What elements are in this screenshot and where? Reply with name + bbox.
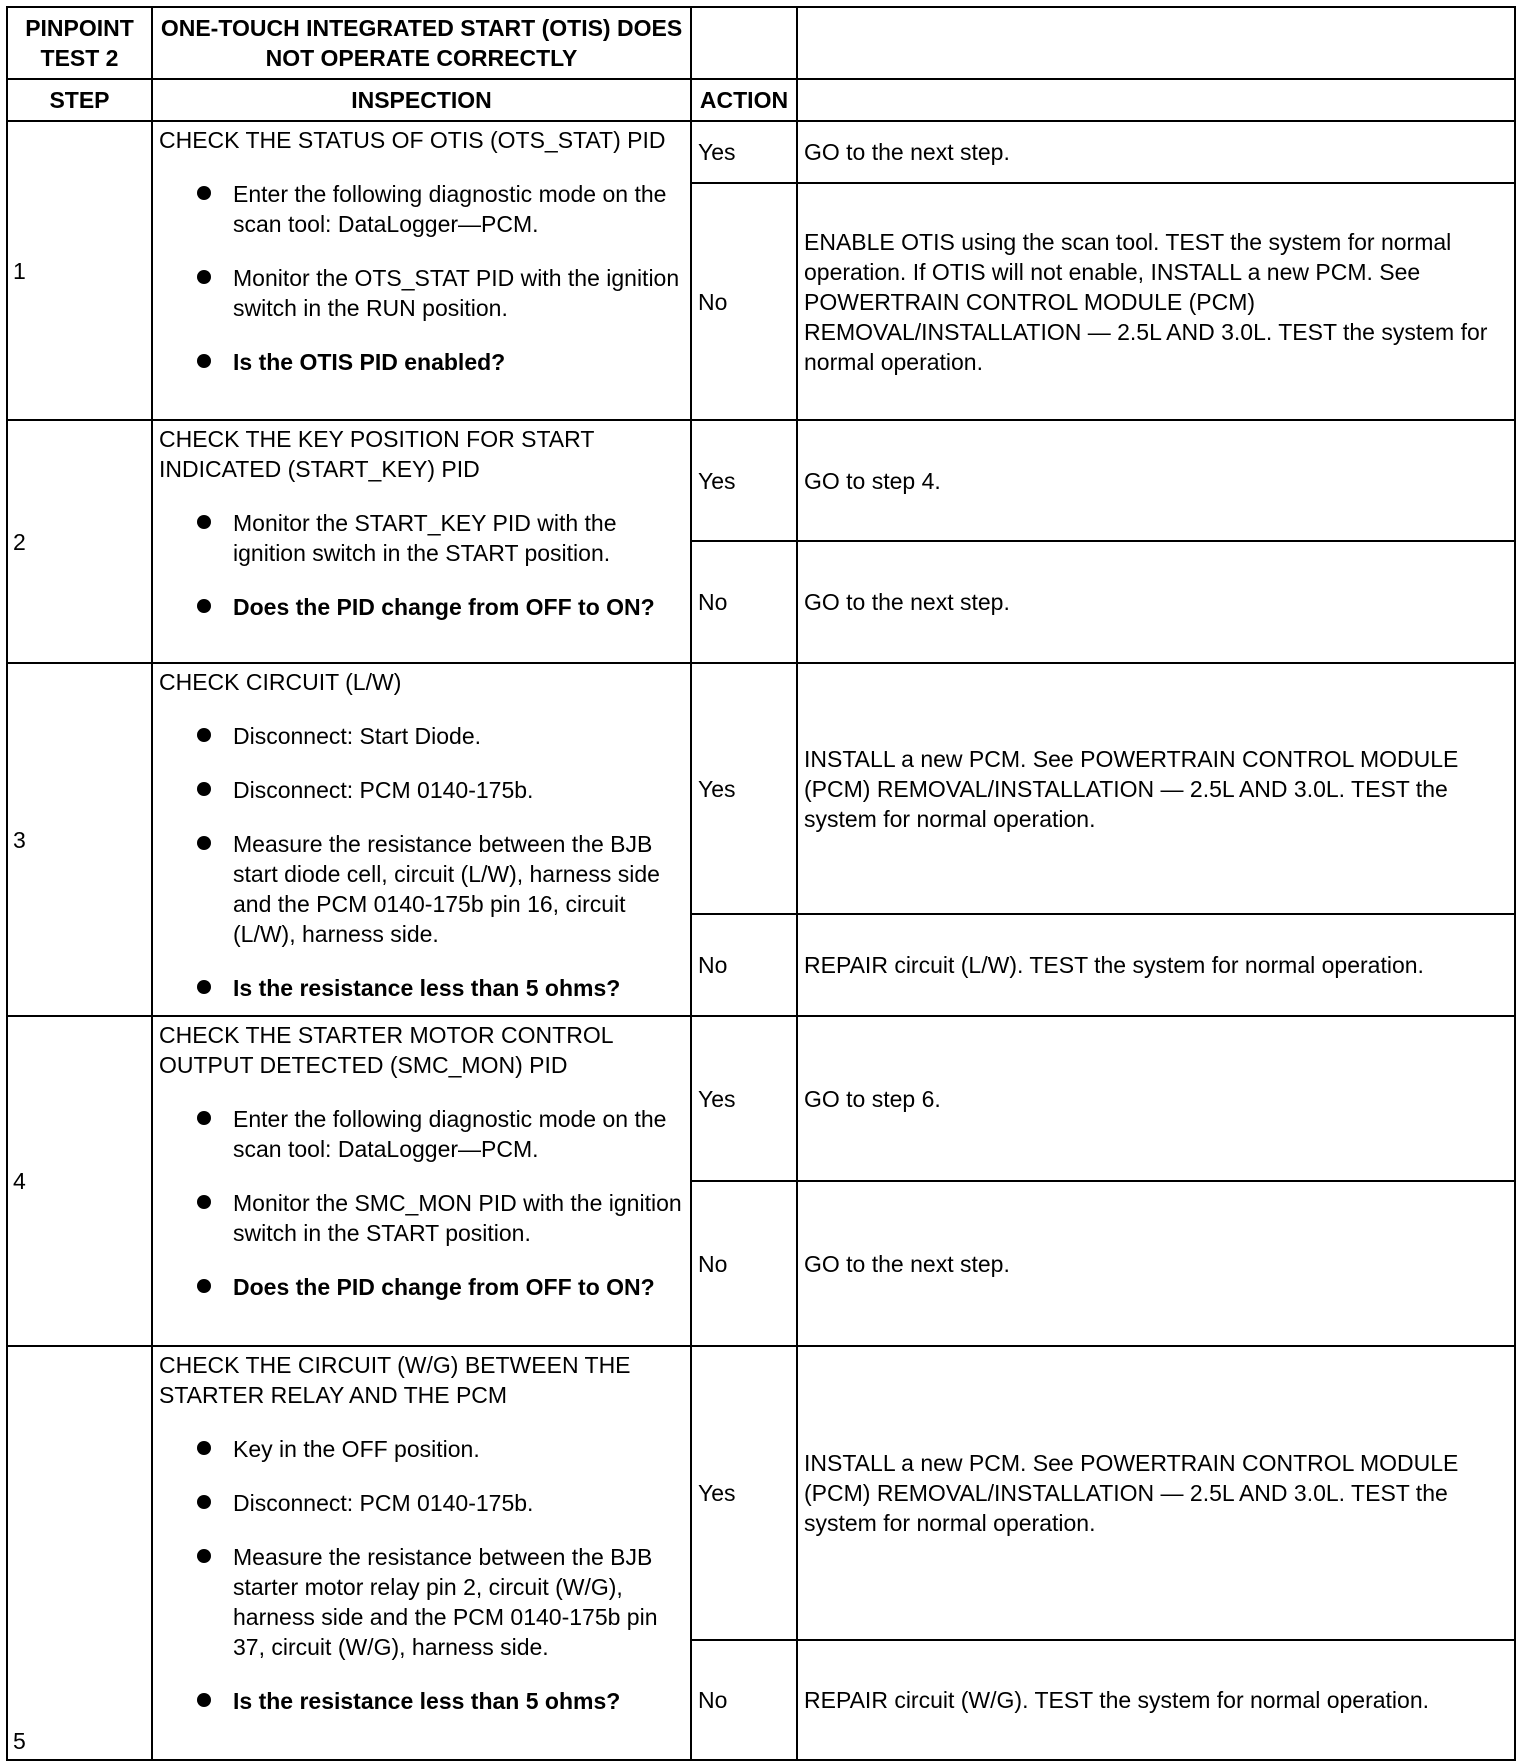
action-no: GO to the next step. xyxy=(797,541,1515,663)
step-inspection xyxy=(152,121,691,420)
header-empty-action xyxy=(691,7,797,79)
action-yes: GO to step 4. xyxy=(797,420,1515,541)
bullet-icon xyxy=(197,515,211,529)
header-empty-result xyxy=(797,7,1515,79)
bullet-icon xyxy=(197,1495,211,1509)
answer-no: No xyxy=(691,1640,797,1760)
action-no: REPAIR circuit (W/G). TEST the system for normal operation. xyxy=(797,1640,1515,1760)
step-title: CHECK CIRCUIT (L/W) xyxy=(159,669,402,695)
bullet-icon xyxy=(197,782,211,796)
bullet-item: Measure the resistance between the BJB starter motor relay pin 2, circuit (W/G), harness side and the PCM 0140-175b pin 37, circuit (W/G), harness side. xyxy=(233,1542,684,1662)
col-empty-header xyxy=(797,79,1515,121)
step-bullets xyxy=(159,508,684,622)
bullet-item: Measure the resistance between the BJB start diode cell, circuit (L/W), harness side and the PCM 0140-175b pin 16, circuit (L/W), harness side. xyxy=(233,829,684,949)
step-number: 3 xyxy=(7,663,152,1016)
step-inspection xyxy=(152,1016,691,1346)
action-no: ENABLE OTIS using the scan tool. TEST the system for normal operation. If OTIS will not enable, INSTALL a new PCM. See POWERTRAIN CONTROL MODULE (PCM) REMOVAL/INSTALLATION — 2.5L AND 3.0L. TEST the system for normal operation. xyxy=(797,183,1515,420)
step-bullets xyxy=(159,179,684,377)
step-title: CHECK THE CIRCUIT (W/G) BETWEEN THE STARTER RELAY AND THE PCM xyxy=(159,1352,631,1408)
step-title: CHECK THE STARTER MOTOR CONTROL OUTPUT DETECTED (SMC_MON) PID xyxy=(159,1022,613,1078)
bullet-item: Monitor the SMC_MON PID with the ignition switch in the START position. xyxy=(233,1188,684,1248)
bullet-icon xyxy=(197,836,211,850)
step-1-yes-row xyxy=(7,121,1515,183)
bullet-item: Key in the OFF position. xyxy=(233,1434,684,1464)
step-4-yes-row xyxy=(7,1016,1515,1181)
bullet-icon xyxy=(197,354,211,368)
bullet-icon xyxy=(197,1195,211,1209)
header-row xyxy=(7,7,1515,79)
step-5-yes-row xyxy=(7,1346,1515,1640)
step-bullets xyxy=(159,721,684,1003)
step-number: 1 xyxy=(7,121,152,420)
step-inspection xyxy=(152,420,691,663)
bullet-question: Is the resistance less than 5 ohms? xyxy=(233,1686,684,1716)
bullet-icon xyxy=(197,1111,211,1125)
step-number: 2 xyxy=(7,420,152,663)
bullet-icon xyxy=(197,1441,211,1455)
answer-yes: Yes xyxy=(691,1016,797,1181)
step-bullets xyxy=(159,1104,684,1302)
answer-no: No xyxy=(691,183,797,420)
col-action-header: ACTION xyxy=(691,79,797,121)
answer-no: No xyxy=(691,914,797,1016)
bullet-item: Disconnect: Start Diode. xyxy=(233,721,684,751)
step-bullets xyxy=(159,1434,684,1716)
bullet-icon xyxy=(197,1279,211,1293)
bullet-icon xyxy=(197,186,211,200)
action-yes: GO to step 6. xyxy=(797,1016,1515,1181)
action-no: GO to the next step. xyxy=(797,1181,1515,1346)
answer-yes: Yes xyxy=(691,121,797,183)
bullet-question: Is the resistance less than 5 ohms? xyxy=(233,973,684,1003)
action-yes: INSTALL a new PCM. See POWERTRAIN CONTROL MODULE (PCM) REMOVAL/INSTALLATION — 2.5L AND 3.0L. TEST the system for normal operation. xyxy=(797,1346,1515,1640)
answer-no: No xyxy=(691,1181,797,1346)
bullet-item: Enter the following diagnostic mode on the scan tool: DataLogger—PCM. xyxy=(233,1104,684,1164)
action-yes: INSTALL a new PCM. See POWERTRAIN CONTROL MODULE (PCM) REMOVAL/INSTALLATION — 2.5L AND 3.0L. TEST the system for normal operation. xyxy=(797,663,1515,914)
answer-yes: Yes xyxy=(691,1346,797,1640)
bullet-question: Does the PID change from OFF to ON? xyxy=(233,592,684,622)
bullet-icon xyxy=(197,728,211,742)
action-no: REPAIR circuit (L/W). TEST the system for normal operation. xyxy=(797,914,1515,1016)
answer-no: No xyxy=(691,541,797,663)
bullet-item: Enter the following diagnostic mode on the scan tool: DataLogger—PCM. xyxy=(233,179,684,239)
column-header-row xyxy=(7,79,1515,121)
bullet-icon xyxy=(197,980,211,994)
bullet-item: Disconnect: PCM 0140-175b. xyxy=(233,1488,684,1518)
answer-yes: Yes xyxy=(691,420,797,541)
bullet-question: Does the PID change from OFF to ON? xyxy=(233,1272,684,1302)
bullet-question: Is the OTIS PID enabled? xyxy=(233,347,684,377)
answer-yes: Yes xyxy=(691,663,797,914)
step-number: 4 xyxy=(7,1016,152,1346)
bullet-icon xyxy=(197,1693,211,1707)
bullet-icon xyxy=(197,1549,211,1563)
test-title: ONE-TOUCH INTEGRATED START (OTIS) DOES NOT OPERATE CORRECTLY xyxy=(152,7,691,79)
col-inspection-header: INSPECTION xyxy=(152,79,691,121)
bullet-item: Monitor the START_KEY PID with the ignition switch in the START position. xyxy=(233,508,684,568)
test-label: PINPOINT TEST 2 xyxy=(7,7,152,79)
bullet-item: Monitor the OTS_STAT PID with the ignition switch in the RUN position. xyxy=(233,263,684,323)
col-step-header: STEP xyxy=(7,79,152,121)
step-inspection xyxy=(152,1346,691,1760)
action-yes: GO to the next step. xyxy=(797,121,1515,183)
bullet-item: Disconnect: PCM 0140-175b. xyxy=(233,775,684,805)
step-2-yes-row xyxy=(7,420,1515,541)
step-title: CHECK THE STATUS OF OTIS (OTS_STAT) PID xyxy=(159,127,666,153)
pinpoint-test-table xyxy=(6,6,1516,1761)
bullet-icon xyxy=(197,270,211,284)
bullet-icon xyxy=(197,599,211,613)
step-number: 5 xyxy=(7,1346,152,1760)
step-title: CHECK THE KEY POSITION FOR START INDICATED (START_KEY) PID xyxy=(159,426,594,482)
step-3-yes-row xyxy=(7,663,1515,914)
step-inspection xyxy=(152,663,691,1016)
